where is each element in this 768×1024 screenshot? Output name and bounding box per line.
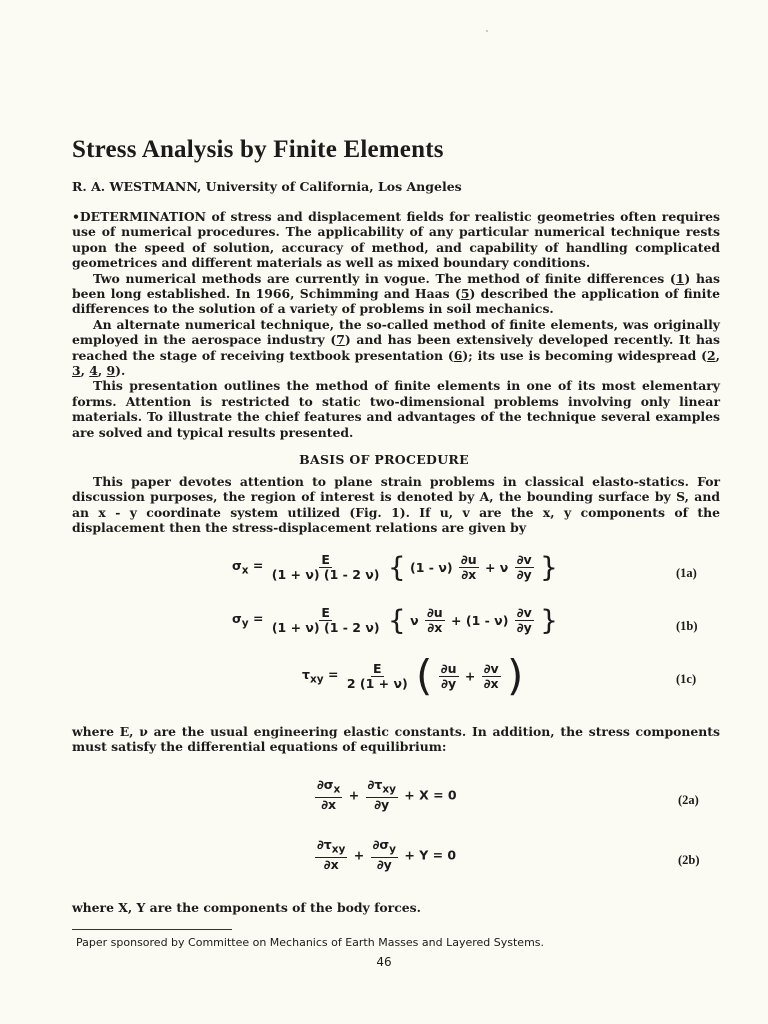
equation-2a: $\frac{\partial\sigma_x}{\partial x}$ + $\frac{\partial\tau_{xy}}{\partial y}$ + X = 0	[317, 777, 457, 812]
basis-paragraph-2: where E, ν are the usual engineering elastic constants. In addition, the stress components must satisfy the differential equations of equilibrium:	[72, 724, 720, 755]
equation-label-1a: (1a)	[676, 566, 697, 580]
reference-link[interactable]: 3	[72, 363, 81, 379]
reference-link[interactable]: 9	[106, 363, 116, 379]
page-number: 46	[376, 955, 392, 969]
intro-paragraph-3: An alternate numerical technique, the so-called method of finite elements, was originally employed in the aerospace industry (7) and has been extensively developed recently. It has reached the stage of receiving textbook presentation (6); its use is becoming widespread (2, 3, 4, 9).	[72, 316, 721, 379]
equation-label-2b: (2b)	[678, 853, 700, 867]
paper-title: Stress Analysis by Finite Elements	[72, 136, 444, 163]
equation-label-2a: (2a)	[678, 793, 699, 807]
equation-2b: $\frac{\partial\tau_{xy}}{\partial x}$ + $\frac{\partial\sigma_y}{\partial y}$ + Y = 0	[317, 837, 457, 872]
reference-link[interactable]: 5	[460, 286, 470, 302]
intro-paragraph-1: •DETERMINATION of stress and displacement fields for realistic geometries often requires use of numerical procedures. The applicability of any particular numerical technique rests upon the speed of solution, accuracy of method, and capability of handling complicated geometrices and different materials as well as mixed boundary conditions.	[72, 209, 720, 271]
equation-1a: $\sigma_x$ = $\frac{E}{(1 + \nu) (1 - 2 \nu)}$ { (1 - ν) $\frac{\partial u}{\partial x}$ + ν $\frac{\partial v}{\partial y}$ }	[232, 550, 558, 584]
equation-1b: $\sigma_y$ = $\frac{E}{(1 + \nu) (1 - 2 \nu)}$ { ν $\frac{\partial u}{\partial x}$ + (1 - ν) $\frac{\partial v}{\partial y}$ }	[232, 603, 558, 637]
reference-link[interactable]: 4	[89, 363, 98, 379]
equation-1c: $\tau_{xy}$ = $\frac{E}{2 (1 + \nu)}$ ( $\frac{\partial u}{\partial y}$ + $\frac{\partial v}{\partial x}$ )	[302, 651, 524, 700]
basis-paragraph-3: where X, Y are the components of the body forces.	[72, 900, 421, 915]
intro-paragraph-2: Two numerical methods are currently in vogue. The method of finite differences (1) has been long established. In 1966, Schimming and Haas (5) described the application of finite differences to the solution of a variety of problems in soil mechanics.	[72, 270, 720, 317]
equation-label-1b: (1b)	[676, 619, 698, 633]
author-line: R. A. WESTMANN, University of California, Los Angeles	[72, 179, 462, 194]
reference-link[interactable]: 7	[336, 332, 345, 348]
footnote: Paper sponsored by Committee on Mechanics of Earth Masses and Layered Systems.	[76, 936, 545, 949]
footnote-divider	[72, 929, 232, 930]
intro-section	[72, 209, 720, 440]
basis-paragraph-1: This paper devotes attention to plane strain problems in classical elasto-statics. For discussion purposes, the region of interest is denoted by A, the bounding surface by S, and an x - y coordinate system utilized (Fig. 1). If u, v are the x, y components of the displacement then the stress-displacement relations are given by	[72, 474, 720, 536]
intro-paragraph-4: This presentation outlines the method of finite elements in one of its most elementary forms. Attention is restricted to static two-dimensional problems involving only linear materials. To illustrate the chief features and advantages of the technique several examples are solved and typical results presented.	[72, 378, 720, 440]
reference-link[interactable]: 2	[707, 347, 716, 363]
bullet-mark: •	[72, 209, 80, 224]
reference-link[interactable]: 1	[675, 270, 685, 286]
equation-label-1c: (1c)	[676, 672, 697, 686]
section-heading: BASIS OF PROCEDURE	[299, 452, 469, 467]
reference-link[interactable]: 6	[453, 347, 463, 363]
scan-speck	[486, 30, 488, 32]
